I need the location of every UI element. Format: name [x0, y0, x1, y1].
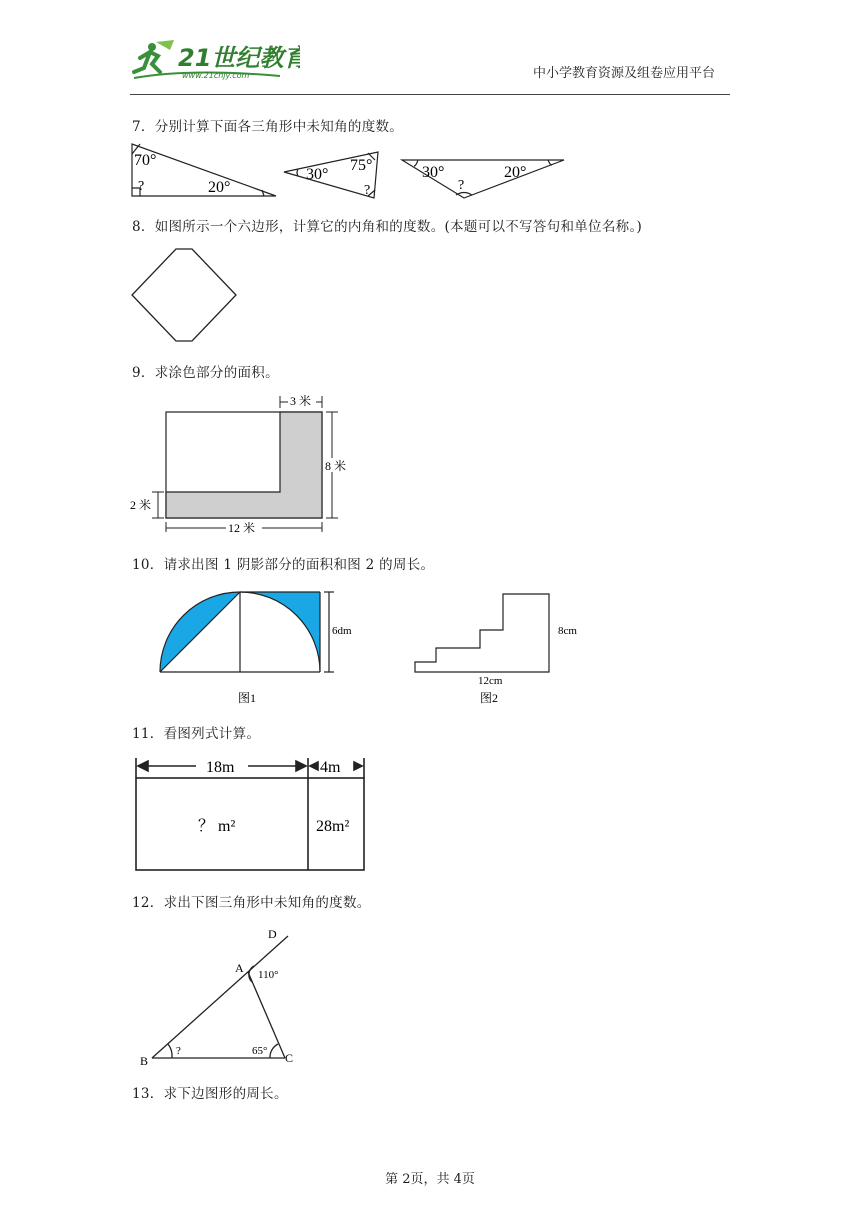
- point-b-label: B: [140, 1054, 149, 1068]
- logo-text: 21世纪教育: [178, 44, 300, 72]
- tri3-angle-a: 30°: [422, 164, 445, 181]
- fig2-caption: 图2: [480, 691, 499, 705]
- site-name: 中小学教育资源及组卷应用平台: [532, 66, 715, 81]
- angle-c-label: 65°: [252, 1045, 268, 1057]
- page-number: 第 2页，共 4页: [385, 1172, 475, 1187]
- point-c-label: C: [285, 1051, 294, 1065]
- q9-right-label: 8 米: [325, 459, 347, 473]
- question-12: 12．求出下图三角形中未知角的度数。: [132, 895, 371, 911]
- angle-exterior-label: 110°: [258, 969, 279, 981]
- triangles-figure: [128, 140, 578, 202]
- point-d-label: D: [268, 927, 277, 941]
- q11-area-known: 28m²: [316, 818, 350, 835]
- hexagon-figure: [128, 245, 240, 345]
- tri1-unknown: ?: [138, 179, 145, 194]
- question-9: 9．求涂色部分的面积。: [132, 365, 279, 381]
- logo-subtext: www.21cnjy.com: [182, 71, 250, 80]
- q11-width2: 4m: [320, 759, 341, 776]
- question-7: 7．分别计算下面各三角形中未知角的度数。: [132, 119, 404, 135]
- tri1-angle-b: 20°: [208, 179, 231, 196]
- q9-top-label: 3 米: [290, 394, 312, 408]
- question-11: 11．看图列式计算。: [132, 726, 261, 742]
- header-divider: [130, 94, 730, 95]
- fig1-height-label: 6dm: [332, 625, 352, 637]
- tri2-unknown: ?: [364, 183, 371, 198]
- q11-area-unknown: ？ m²: [198, 818, 236, 835]
- question-10: 10．请求出图 1 阴影部分的面积和图 2 的周长。: [132, 557, 435, 573]
- question-8: 8．如图所示一个六边形，计算它的内角和的度数。(本题可以不写答句和单位名称。): [132, 219, 643, 235]
- triangle-abc-figure: [130, 920, 310, 1070]
- point-a-label: A: [235, 961, 244, 975]
- tri3-unknown: ?: [458, 178, 465, 193]
- tri3-angle-b: 20°: [504, 164, 527, 181]
- question-13: 13．求下边图形的周长。: [132, 1086, 288, 1102]
- tri2-angle-a: 30°: [306, 166, 329, 183]
- q10-figures: [150, 584, 590, 710]
- q9-left-label: 2 米: [130, 498, 152, 512]
- q9-bottom-label: 12 米: [228, 521, 256, 535]
- fig2-height-label: 8cm: [558, 625, 577, 637]
- site-logo: [130, 38, 300, 82]
- angle-b-unknown: ?: [176, 1045, 181, 1057]
- q11-width1: 18m: [206, 759, 235, 776]
- fig1-caption: 图1: [238, 691, 257, 705]
- area-rect-figure: [130, 752, 370, 876]
- runner-icon: [134, 40, 174, 72]
- tri2-angle-b: 75°: [350, 157, 373, 174]
- fig2-width-label: 12cm: [478, 675, 503, 687]
- tri1-angle-a: 70°: [134, 152, 157, 169]
- shaded-area-figure: [128, 388, 358, 536]
